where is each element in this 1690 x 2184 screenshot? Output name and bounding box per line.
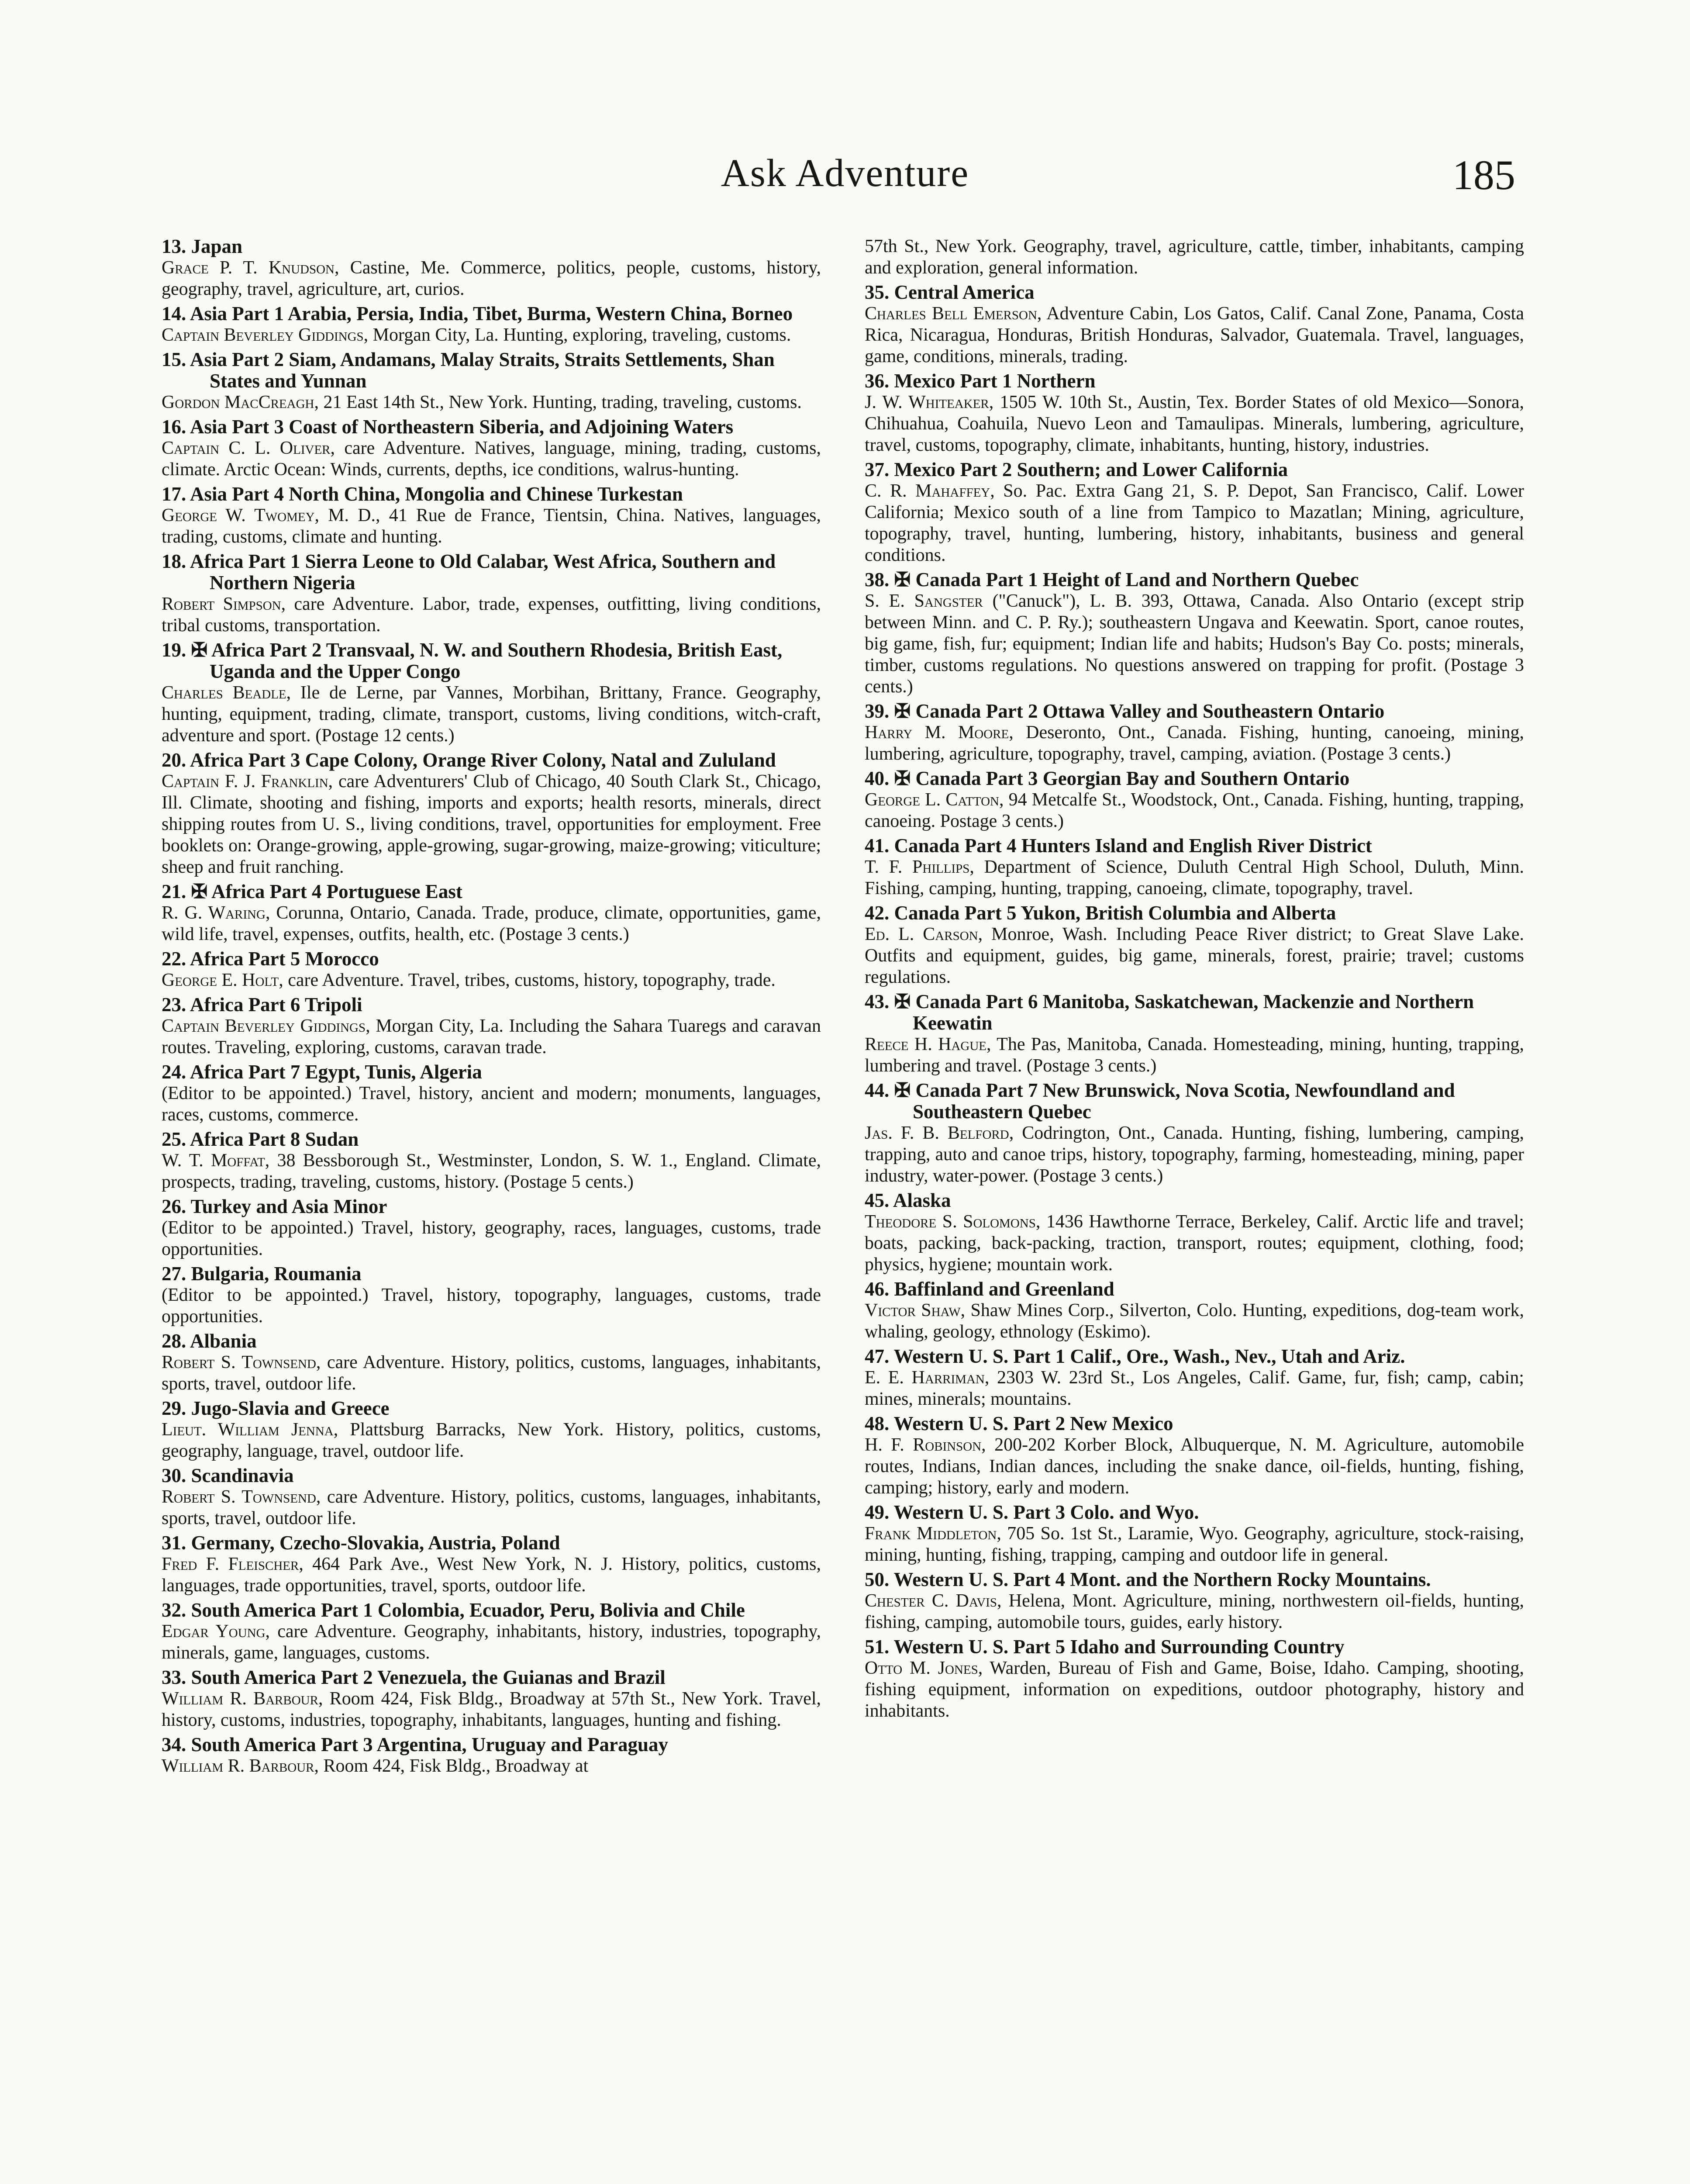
editor-name: Charles Bell Emerson — [865, 304, 1037, 324]
directory-entry — [865, 1636, 1524, 1722]
entry-body — [162, 771, 821, 878]
directory-entry — [162, 1667, 821, 1731]
editor-name: Captain Beverley Giddings — [162, 1016, 366, 1036]
entry-body — [865, 1034, 1524, 1077]
entry-details: , Helena, Mont. Agriculture, mining, northwestern oil-fields, hunting, fishing, camping, automobile tours, guides, early history. — [865, 1591, 1524, 1632]
entry-details: , So. Pac. Extra Gang 21, S. P. Depot, San Francisco, Calif. Lower California; Mexico south of a line from Tampico to Mazatlan; Mining, agriculture, topography, travel, hunting, lumbering, history, inhabitants, business and general conditions. — [865, 481, 1524, 565]
entry-body — [162, 325, 821, 346]
entry-title: 40. ✠ Canada Part 3 Georgian Bay and Southern Ontario — [865, 767, 1350, 789]
entry-title: 14. Asia Part 1 Arabia, Persia, India, Tibet, Burma, Western China, Borneo — [162, 303, 793, 325]
directory-entry — [162, 484, 821, 548]
directory-entry — [162, 303, 821, 346]
entry-title: 23. Africa Part 6 Tripoli — [162, 994, 362, 1016]
entry-details: , 21 East 14th St., New York. Hunting, trading, traveling, customs. — [314, 392, 802, 412]
directory-entry — [865, 236, 1524, 279]
directory-entry — [162, 881, 821, 945]
entry-title: 46. Baffinland and Greenland — [865, 1278, 1114, 1300]
entry-body — [162, 505, 821, 548]
editor-name: Robert Simpson — [162, 594, 281, 614]
entry-body — [865, 1211, 1524, 1275]
entry-details: , Shaw Mines Corp., Silverton, Colo. Hunting, expeditions, dog-team work, whaling, geology, ethnology (Eskimo). — [865, 1300, 1524, 1342]
entry-title: 35. Central America — [865, 281, 1035, 303]
entry-body — [162, 1352, 821, 1395]
directory-entry — [162, 750, 821, 878]
editor-name: Chester C. Davis — [865, 1591, 997, 1611]
entry-body — [865, 1658, 1524, 1722]
entry-body — [162, 970, 821, 991]
entry-body — [162, 257, 821, 300]
editor-name: Robert S. Townsend — [162, 1487, 316, 1507]
entry-title: 21. ✠ Africa Part 4 Portuguese East — [162, 881, 462, 902]
entry-title: 32. South America Part 1 Colombia, Ecuador, Peru, Bolivia and Chile — [162, 1599, 745, 1621]
entry-details: , care Adventure. History, politics, customs, languages, inhabitants, sports, travel, outdoor life. — [162, 1487, 821, 1528]
running-title: Ask Adventure — [721, 152, 969, 195]
editor-name: R. G. Waring — [162, 903, 266, 923]
directory-entry — [865, 459, 1524, 566]
editor-name: Edgar Young — [162, 1621, 266, 1641]
editor-name: Robert S. Townsend — [162, 1352, 316, 1372]
entry-title: 41. Canada Part 4 Hunters Island and English River District — [865, 835, 1372, 857]
entry-title: 19. ✠ Africa Part 2 Transvaal, N. W. and Southern Rhodesia, British East, Uganda and the Upper Congo — [162, 639, 783, 682]
entry-title: 49. Western U. S. Part 3 Colo. and Wyo. — [865, 1501, 1199, 1523]
directory-entry — [162, 948, 821, 991]
entry-title: 28. Albania — [162, 1330, 257, 1352]
entry-details: , Room 424, Fisk Bldg., Broadway at 57th St., New York. Travel, history, customs, industries, topography, inhabitants, languages, hunting and fishing. — [162, 1689, 821, 1730]
editor-name: Victor Shaw — [865, 1300, 961, 1320]
entry-details: , 464 Park Ave., West New York, N. J. History, politics, customs, languages, trade opportunities, travel, sports, outdoor life. — [162, 1554, 821, 1596]
directory-entry — [162, 1330, 821, 1395]
editor-name: Captain Beverley Giddings — [162, 325, 364, 345]
editor-name: Reece H. Hague — [865, 1034, 987, 1054]
entry-details: , Deseronto, Ont., Canada. Fishing, hunting, canoeing, mining, lumbering, agriculture, topography, travel, camping, aviation. (Postage 3 cents.) — [865, 722, 1524, 764]
directory-entry — [162, 1734, 821, 1777]
entry-details: , Plattsburg Barracks, New York. History, politics, customs, geography, language, travel, outdoor life. — [162, 1420, 821, 1461]
entry-title: 45. Alaska — [865, 1189, 951, 1211]
page-number: 185 — [1452, 152, 1515, 198]
entry-title: 15. Asia Part 2 Siam, Andamans, Malay Straits, Straits Settlements, Shan States and Yunnan — [162, 349, 775, 392]
entry-body — [162, 1688, 821, 1731]
entry-body — [162, 1016, 821, 1058]
entry-title: 42. Canada Part 5 Yukon, British Columbia and Alberta — [865, 902, 1336, 924]
entries-columns — [162, 236, 1528, 2184]
entry-details: , Room 424, Fisk Bldg., Broadway at — [314, 1756, 589, 1776]
entry-body — [162, 1755, 821, 1777]
entry-title: 39. ✠ Canada Part 2 Ottawa Valley and Southeastern Ontario — [865, 700, 1385, 722]
entry-body — [865, 722, 1524, 765]
directory-entry — [162, 1398, 821, 1462]
entry-body — [865, 1367, 1524, 1410]
editor-name: Otto M. Jones — [865, 1658, 978, 1678]
directory-entry — [865, 991, 1524, 1077]
entry-title: 26. Turkey and Asia Minor — [162, 1196, 387, 1217]
entry-details: , Adventure Cabin, Los Gatos, Calif. Canal Zone, Panama, Costa Rica, Nicaragua, Honduras, British Honduras, Salvador, Guatemala. Travel, languages, game, conditions, minerals, trading. — [865, 304, 1524, 366]
entry-details: (Editor to be appointed.) Travel, history, geography, races, languages, customs, trade opportunities. — [162, 1218, 821, 1259]
entry-body — [162, 392, 821, 413]
directory-entry — [162, 1263, 821, 1327]
entry-title: 22. Africa Part 5 Morocco — [162, 948, 379, 970]
entry-details: , 2303 W. 23rd St., Los Angeles, Calif. Game, fur, fish; camp, cabin; mines, minerals; mountains. — [865, 1368, 1524, 1409]
editor-name: W. T. Moffat — [162, 1151, 265, 1171]
editor-name: George E. Holt — [162, 970, 279, 990]
entry-body — [162, 1083, 821, 1126]
entry-title: 31. Germany, Czecho-Slovakia, Austria, Poland — [162, 1532, 560, 1554]
entry-title: 50. Western U. S. Part 4 Mont. and the Northern Rocky Mountains. — [865, 1569, 1431, 1590]
entry-details: , care Adventure. History, politics, customs, languages, inhabitants, sports, travel, outdoor life. — [162, 1352, 821, 1394]
editor-name: Charles Beadle — [162, 683, 286, 703]
entry-title: 44. ✠ Canada Part 7 New Brunswick, Nova Scotia, Newfoundland and Southeastern Quebec — [865, 1079, 1455, 1123]
editor-name: E. E. Harriman — [865, 1368, 985, 1388]
entry-title: 43. ✠ Canada Part 6 Manitoba, Saskatchewan, Mackenzie and Northern Keewatin — [865, 991, 1474, 1034]
entry-details: , 1505 W. 10th St., Austin, Tex. Border States of old Mexico—Sonora, Chihuahua, Coahuila, Nuevo Leon and Tamaulipas. Minerals, lumbering, agriculture, travel, customs, topography, climate, inhabitants, hunting, history, industries. — [865, 392, 1524, 455]
editor-name: Fred F. Fleischer — [162, 1554, 299, 1574]
entry-details: , 200-202 Korber Block, Albuquerque, N. M. Agriculture, automobile routes, Indians, Indian dances, including the snake dance, oil-fields, hunting, fishing, camping; history, early and modern. — [865, 1435, 1524, 1498]
entry-details: , Corunna, Ontario, Canada. Trade, produce, climate, opportunities, game, wild life, travel, expenses, outfits, health, etc. (Postage 3 cents.) — [162, 903, 821, 944]
entry-details: , Morgan City, La. Including the Sahara Tuaregs and caravan routes. Traveling, exploring, customs, caravan trade. — [162, 1016, 821, 1057]
entry-details: , 38 Bessborough St., Westminster, London, S. W. 1., England. Climate, prospects, trading, traveling, customs, history. (Postage 5 cents.) — [162, 1151, 821, 1192]
editor-name: T. F. Phillips — [865, 857, 970, 877]
editor-name: William R. Barbour — [162, 1689, 318, 1709]
directory-entry — [162, 1600, 821, 1664]
entry-title: 16. Asia Part 3 Coast of Northeastern Siberia, and Adjoining Waters — [162, 416, 734, 438]
entry-body — [162, 1285, 821, 1327]
directory-entry — [162, 1129, 821, 1193]
entry-details: , care Adventure. Geography, inhabitants, history, industries, topography, minerals, game, languages, customs. — [162, 1621, 821, 1663]
entry-title: 24. Africa Part 7 Egypt, Tunis, Algeria — [162, 1061, 482, 1083]
entry-title: 34. South America Part 3 Argentina, Uruguay and Paraguay — [162, 1734, 669, 1755]
entry-body — [162, 438, 821, 480]
editor-name: S. E. Sangster — [865, 591, 983, 611]
directory-entry — [865, 701, 1524, 765]
editor-name: Captain F. J. Franklin — [162, 771, 328, 791]
entry-body — [162, 1486, 821, 1529]
entry-title: 13. Japan — [162, 235, 243, 257]
entry-details: , 705 So. 1st St., Laramie, Wyo. Geography, agriculture, stock-raising, mining, hunting, fishing, trapping, camping and outdoor life in general. — [865, 1524, 1524, 1565]
entry-details: , care Adventure. Labor, trade, expenses, outfitting, living conditions, tribal customs, transportation. — [162, 594, 821, 636]
entry-body — [865, 924, 1524, 988]
entry-body — [865, 236, 1524, 279]
directory-entry — [865, 768, 1524, 832]
entry-title: 18. Africa Part 1 Sierra Leone to Old Calabar, West Africa, Southern and Northern Nigeria — [162, 550, 776, 594]
entry-body — [865, 1590, 1524, 1633]
entry-title: 51. Western U. S. Part 5 Idaho and Surrounding Country — [865, 1636, 1345, 1658]
entry-details: , Ile de Lerne, par Vannes, Morbihan, Brittany, France. Geography, hunting, equipment, trading, climate, transport, customs, living conditions, witch-craft, adventure and sport. (Postage 12 cents.) — [162, 683, 821, 746]
editor-name: George W. Twomey — [162, 505, 315, 525]
directory-entry — [865, 1080, 1524, 1187]
directory-entry — [162, 639, 821, 746]
editor-name: Ed. L. Carson — [865, 924, 978, 944]
entry-title: 27. Bulgaria, Roumania — [162, 1263, 362, 1285]
entry-details: , Department of Science, Duluth Central High School, Duluth, Minn. Fishing, camping, hunting, trapping, canoeing, climate, topography, travel. — [865, 857, 1524, 898]
directory-entry — [162, 1465, 821, 1529]
editor-name: Frank Middleton — [865, 1524, 997, 1544]
directory-entry — [162, 236, 821, 300]
right-column — [865, 236, 1524, 2184]
entry-body — [865, 591, 1524, 698]
entry-details: (Editor to be appointed.) Travel, history, ancient and modern; monuments, languages, races, customs, commerce. — [162, 1083, 821, 1125]
entry-details: , 1436 Hawthorne Terrace, Berkeley, Calif. Arctic life and travel; boats, packing, back-packing, traction, transport, routes; equipment, clothing, food; physics, hygiene; mountain work. — [865, 1212, 1524, 1275]
entry-details: , Monroe, Wash. Including Peace River district; to Great Slave Lake. Outfits and equipment, guides, big game, minerals, forest, prairie; travel; customs regulations. — [865, 924, 1524, 987]
entry-body — [162, 1217, 821, 1260]
editor-name: Jas. F. B. Belford — [865, 1123, 1009, 1143]
entry-title: 17. Asia Part 4 North China, Mongolia and Chinese Turkestan — [162, 483, 683, 505]
editor-name: J. W. Whiteaker — [865, 392, 989, 412]
entry-details: , Castine, Me. Commerce, politics, people, customs, history, geography, travel, agriculture, art, curios. — [162, 258, 821, 299]
entry-title: 33. South America Part 2 Venezuela, the Guianas and Brazil — [162, 1666, 666, 1688]
directory-entry — [162, 551, 821, 636]
entry-body — [865, 1523, 1524, 1566]
entry-body — [162, 682, 821, 746]
directory-entry — [865, 1502, 1524, 1566]
directory-entry — [162, 1196, 821, 1260]
entry-title: 37. Mexico Part 2 Southern; and Lower California — [865, 459, 1288, 480]
entry-body — [162, 594, 821, 636]
entry-body — [865, 857, 1524, 899]
directory-entry — [865, 1569, 1524, 1633]
entry-title: 25. Africa Part 8 Sudan — [162, 1128, 359, 1150]
entry-body — [865, 1300, 1524, 1343]
editor-name: H. F. Robinson — [865, 1435, 982, 1455]
entry-body — [865, 1434, 1524, 1499]
entry-title: 29. Jugo-Slavia and Greece — [162, 1397, 390, 1419]
directory-entry — [162, 1532, 821, 1597]
page-header — [0, 151, 1690, 212]
entry-title: 20. Africa Part 3 Cape Colony, Orange River Colony, Natal and Zululand — [162, 749, 776, 771]
directory-entry — [865, 835, 1524, 899]
editor-name: Grace P. T. Knudson — [162, 258, 335, 278]
entry-details: , 94 Metcalfe St., Woodstock, Ont., Canada. Fishing, hunting, trapping, canoeing. Postage 3 cents.) — [865, 790, 1524, 831]
editor-name: Lieut. William Jenna — [162, 1420, 334, 1440]
entry-details: , care Adventurers' Club of Chicago, 40 South Clark St., Chicago, Ill. Climate, shooting and fishing, imports and exports; health resorts, minerals, direct shipping routes from U. S., living conditions, travel, opportunities for employment. Free booklets on: Orange-growing, apple-growing, sugar-growing, maize-growing; viticulture; sheep and fruit ranching. — [162, 771, 821, 877]
editor-name: Captain C. L. Oliver — [162, 438, 331, 458]
entry-body — [162, 902, 821, 945]
entry-body — [162, 1554, 821, 1597]
entry-details: , Morgan City, La. Hunting, exploring, traveling, customs. — [363, 325, 791, 345]
entry-title: 30. Scandinavia — [162, 1465, 294, 1486]
directory-entry — [865, 282, 1524, 367]
entry-title: 47. Western U. S. Part 1 Calif., Ore., Wash., Nev., Utah and Ariz. — [865, 1345, 1405, 1367]
directory-entry — [162, 1061, 821, 1126]
directory-entry — [162, 349, 821, 413]
editor-name: C. R. Mahaffey — [865, 481, 990, 501]
directory-entry — [865, 902, 1524, 988]
entry-details: 57th St., New York. Geography, travel, agriculture, cattle, timber, inhabitants, camping and exploration, general information. — [865, 236, 1524, 278]
directory-entry — [162, 416, 821, 480]
entry-body — [162, 1150, 821, 1193]
entry-details: , M. D., 41 Rue de France, Tientsin, China. Natives, languages, trading, customs, climate and hunting. — [162, 505, 821, 547]
directory-entry — [865, 1279, 1524, 1343]
entry-details: (Editor to be appointed.) Travel, history, topography, languages, customs, trade opportunities. — [162, 1285, 821, 1327]
entry-title: 48. Western U. S. Part 2 New Mexico — [865, 1413, 1173, 1434]
directory-entry — [865, 1413, 1524, 1499]
editor-name: Harry M. Moore — [865, 722, 1009, 743]
directory-entry — [865, 370, 1524, 456]
entry-details: , care Adventure. Travel, tribes, customs, history, topography, trade. — [279, 970, 776, 990]
editor-name: William R. Barbour — [162, 1756, 314, 1776]
entry-body — [865, 480, 1524, 566]
directory-entry — [865, 1346, 1524, 1410]
entry-details: , The Pas, Manitoba, Canada. Homesteading, mining, hunting, trapping, lumbering and travel. (Postage 3 cents.) — [865, 1034, 1524, 1076]
directory-entry — [865, 1190, 1524, 1275]
directory-entry — [162, 994, 821, 1058]
entry-title: 36. Mexico Part 1 Northern — [865, 370, 1096, 392]
editor-name: George L. Catton — [865, 790, 999, 810]
entry-details: , Warden, Bureau of Fish and Game, Boise, Idaho. Camping, shooting, fishing equipment, information on expeditions, outdoor photography, history and inhabitants. — [865, 1658, 1524, 1721]
entry-body — [162, 1419, 821, 1462]
entry-details: , Codrington, Ont., Canada. Hunting, fishing, lumbering, camping, trapping, auto and canoe trips, history, topography, farming, homesteading, mining, paper industry, water-power. (Postage 3 cents.) — [865, 1123, 1524, 1186]
entry-details: ("Canuck"), L. B. 393, Ottawa, Canada. Also Ontario (except strip between Minn. and C. P. Ry.); southeastern Ungava and Keewatin. Sport, canoe routes, big game, fish, fur; equipment; Indian life and habits; Hudson's Bay Co. posts; minerals, timber, customs regulations. No questions answered on trapping for profit. (Postage 3 cents.) — [865, 591, 1524, 697]
entry-body — [865, 789, 1524, 832]
editor-name: Gordon MacCreagh — [162, 392, 314, 412]
entry-details: , care Adventure. Natives, language, mining, trading, customs, climate. Arctic Ocean: Winds, currents, depths, ice conditions, walrus-hunting. — [162, 438, 821, 480]
entry-body — [865, 392, 1524, 456]
directory-entry — [865, 569, 1524, 698]
entry-body — [865, 303, 1524, 367]
left-column — [162, 236, 821, 2184]
entry-body — [865, 1123, 1524, 1187]
entry-title: 38. ✠ Canada Part 1 Height of Land and Northern Quebec — [865, 569, 1359, 591]
editor-name: Theodore S. Solomons — [865, 1212, 1036, 1232]
entry-body — [162, 1621, 821, 1664]
